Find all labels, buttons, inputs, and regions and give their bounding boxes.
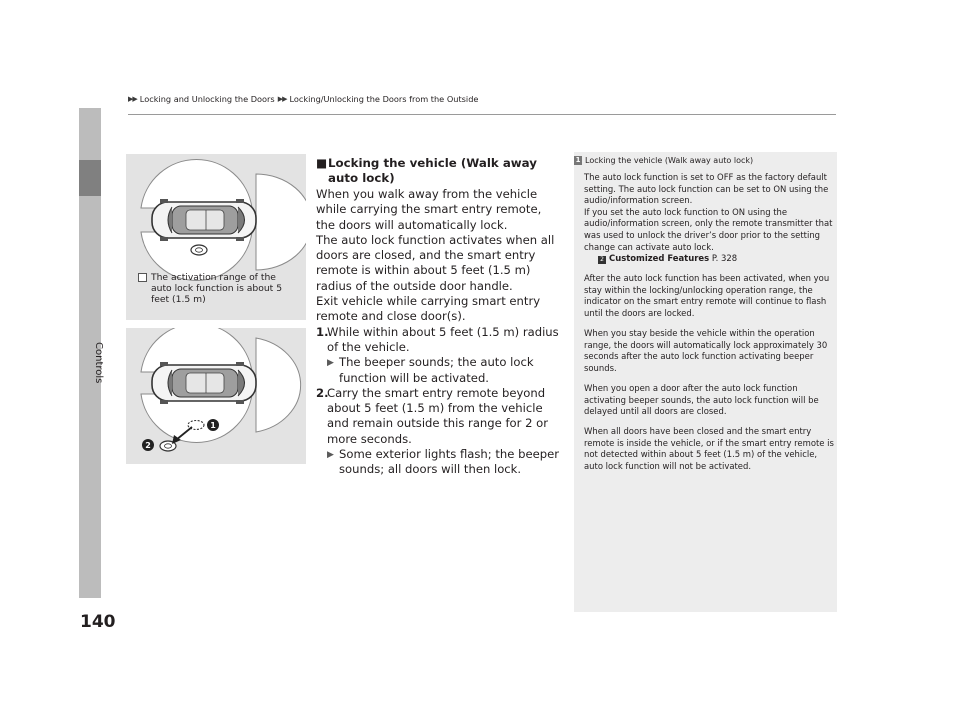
breadcrumb-item[interactable]: Locking/Unlocking the Doors from the Outside — [289, 94, 479, 104]
step-result — [316, 447, 562, 478]
note-body — [584, 172, 834, 481]
double-chevron-right-icon: ▶▶ — [128, 95, 137, 103]
triangle-right-icon: ▶ — [327, 358, 334, 369]
section-heading-text: Locking the vehicle (Walk away auto lock) — [328, 156, 537, 185]
reference-page: P. 328 — [711, 253, 738, 264]
section-heading — [316, 156, 562, 186]
note-paragraph: After the auto lock function has been activated, when you stay within the locking/unlocking operation range, the indicator on the smart entry remote will continue to flash until the doors are locked. — [584, 273, 830, 319]
step-text: Carry the smart entry remote beyond about 5 feet (1.5 m) from the vehicle and remain outside this range for 2 or more seconds. — [327, 385, 549, 446]
step-item — [316, 325, 562, 356]
note-paragraph: When all doors have been closed and the smart entry remote is inside the vehicle, or if the smart entry remote is not detected within about 5 feet (1.5 m) of the vehicle, auto lock function will not be activated. — [584, 426, 834, 472]
note-panel — [574, 152, 837, 612]
section-label: Controls — [93, 342, 104, 384]
callout-1-badge — [207, 419, 219, 431]
caption-text: The activation range of the auto lock function is about 5 feet (1.5 m) — [151, 272, 283, 305]
walk-away-illustration — [126, 328, 306, 464]
triangle-right-icon: ▶ — [327, 450, 334, 461]
note-title — [574, 156, 753, 165]
activation-range-illustration — [126, 154, 306, 320]
note-number-badge: 1 — [575, 156, 581, 164]
step-number: 1. — [316, 324, 329, 339]
double-chevron-right-icon: ▶▶ — [277, 95, 287, 103]
callout-1-label: 1 — [210, 421, 216, 430]
smart-entry-remote-icon — [191, 245, 207, 255]
step-result-text: The beeper sounds; the auto lock function will be activated. — [339, 355, 534, 385]
note-title-text: Locking the vehicle (Walk away auto lock) — [585, 156, 754, 165]
black-square-icon: ■ — [316, 156, 328, 170]
caption-marker-icon — [138, 273, 147, 282]
body-paragraph: Exit vehicle while carrying smart entry remote and close door(s). — [316, 294, 541, 324]
body-paragraph: The auto lock function activates when all doors are closed, and the smart entry remote is within about 5 feet (1.5 m) radius of the outside door handle. — [316, 232, 555, 293]
callout-2-label: 2 — [145, 441, 151, 450]
step-number: 2. — [316, 385, 329, 400]
note-paragraph: The auto lock function is set to OFF as the factory default setting. The auto lock function can be set to ON using the audio/information screen. — [584, 172, 829, 206]
note-paragraph: When you open a door after the auto lock function activating beeper sounds, the auto lock function will be delayed until all doors are closed. — [584, 383, 819, 417]
breadcrumb — [128, 94, 478, 104]
reference-arrow-icon: 2 — [598, 256, 606, 264]
reference-title: Customized Features — [609, 253, 710, 264]
step-result — [316, 355, 562, 386]
body-paragraph: When you walk away from the vehicle while carrying the smart entry remote, the doors will automatically lock. — [316, 187, 542, 232]
cross-reference-link[interactable] — [584, 253, 834, 265]
section-tab-highlight — [79, 160, 101, 196]
main-content — [316, 156, 562, 478]
step-text: While within about 5 feet (1.5 m) radius of the vehicle. — [327, 324, 559, 354]
note-paragraph: If you set the auto lock function to ON using the audio/information screen, only the remote transmitter that was used to unlock the driver’s door prior to the setting change can activate auto lock. — [584, 206, 833, 252]
note-paragraph: When you stay beside the vehicle within the operation range, the doors will automatically lock approximately 30 seconds after the auto lock function activating beeper sounds. — [584, 328, 828, 373]
callout-2-badge — [142, 439, 154, 451]
step-result-text: Some exterior lights flash; the beeper sounds; all doors will then lock. — [339, 447, 559, 477]
page-number: 140 — [80, 612, 116, 632]
figure-caption — [138, 272, 298, 305]
header-divider — [128, 114, 836, 115]
car-top-view-icon — [152, 199, 256, 241]
breadcrumb-item[interactable]: Locking and Unlocking the Doors — [139, 94, 275, 104]
step-item — [316, 386, 562, 447]
walk-away-diagram — [126, 328, 306, 464]
car-top-view-icon — [152, 362, 256, 404]
